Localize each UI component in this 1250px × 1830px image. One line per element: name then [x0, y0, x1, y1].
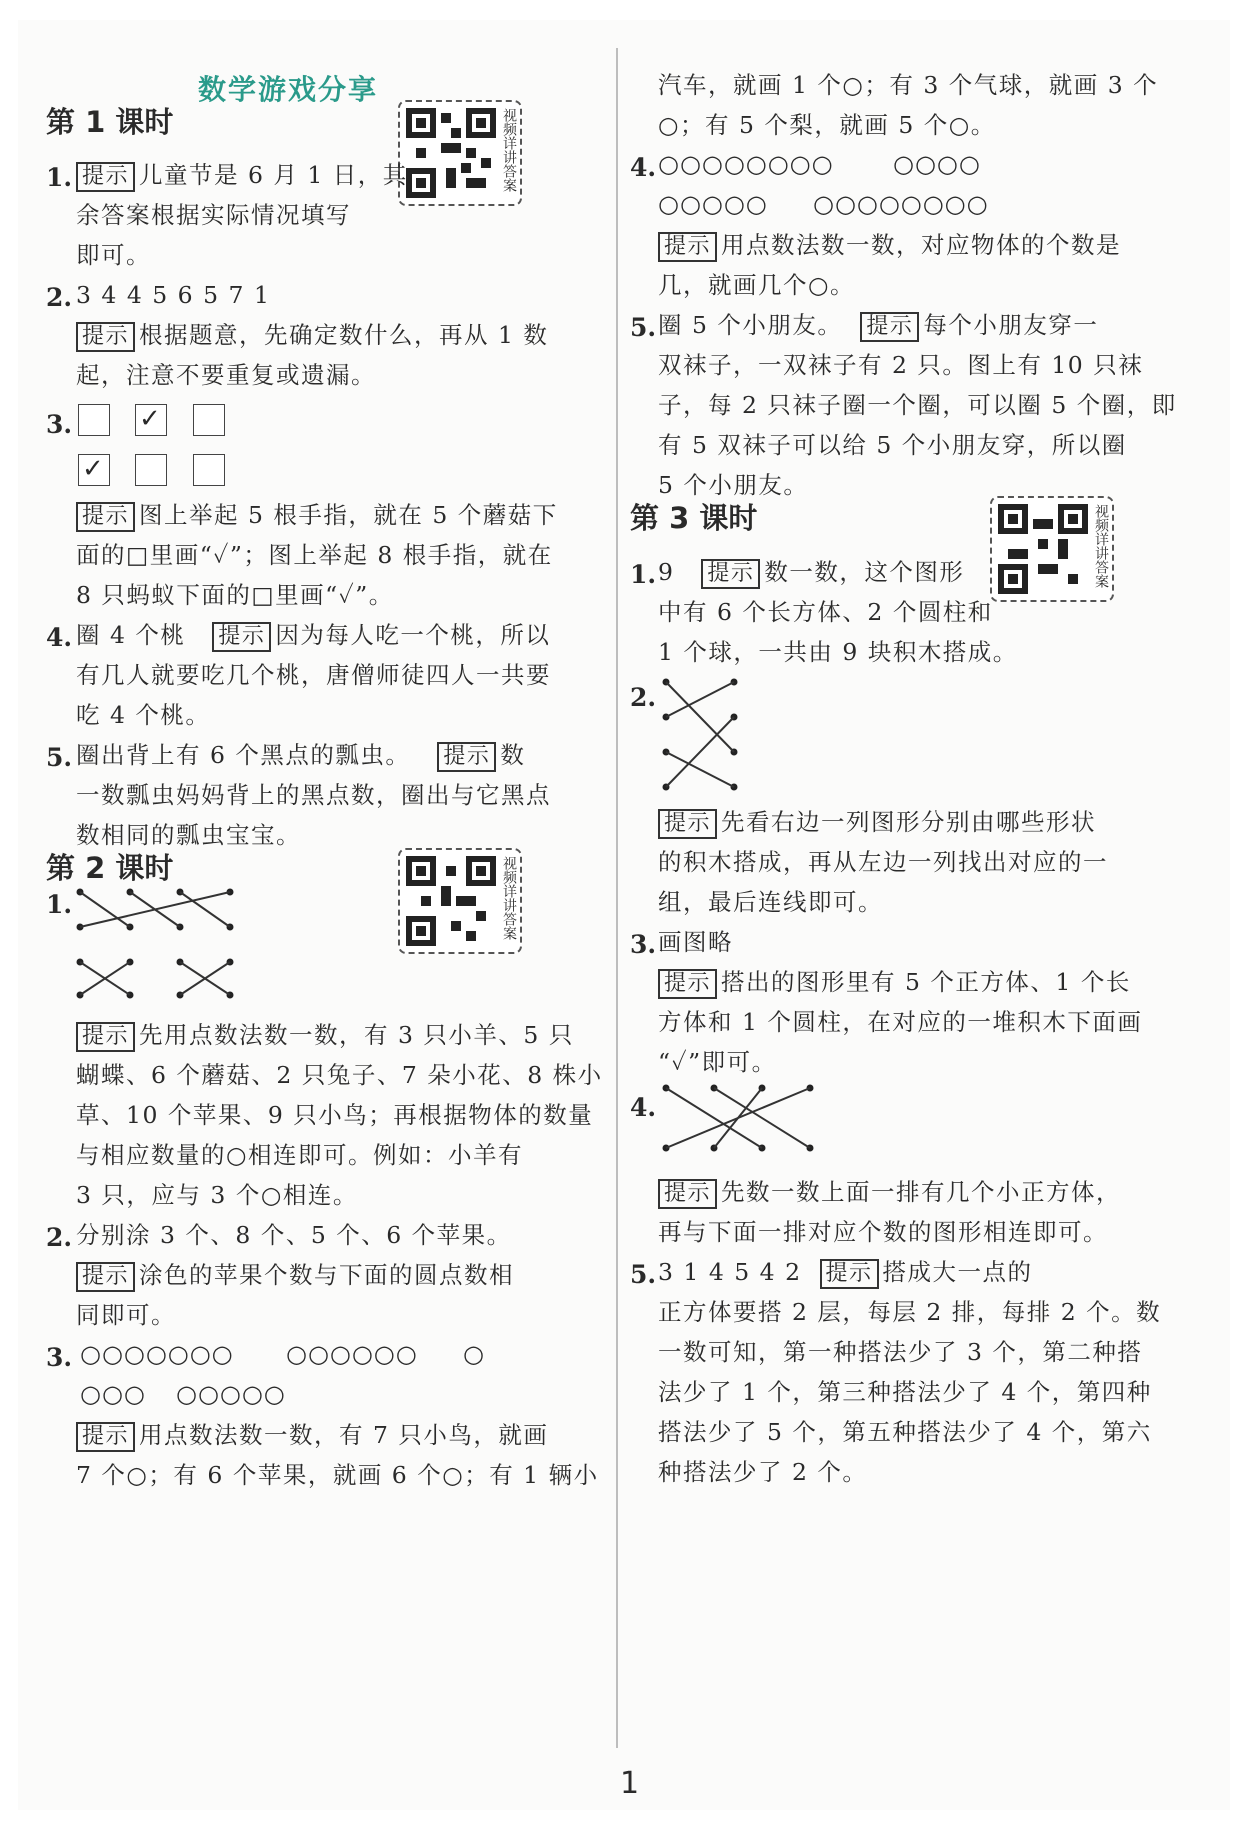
- hint-tag: 提示: [437, 742, 496, 772]
- checkbox-empty: [193, 404, 225, 436]
- answer-line: 正方体要搭 2 层，每层 2 排，每排 2 个。数: [658, 1298, 1162, 1326]
- answer-line: 画图略: [658, 928, 733, 956]
- lesson1-heading: 第 1 课时: [46, 105, 174, 139]
- checkbox-empty: [193, 454, 225, 486]
- q-number: 2.: [630, 683, 657, 712]
- answer-text: 先数一数上面一排有几个小正方体，: [721, 1178, 1122, 1206]
- answer-line: 5 个小朋友。: [658, 471, 809, 499]
- answer-line: 7 个○；有 6 个苹果，就画 6 个○；有 1 辆小: [76, 1461, 599, 1489]
- circle-row: ○○○○○○○: [80, 1340, 234, 1368]
- answer-line: 起，注意不要重复或遗漏。: [76, 361, 376, 389]
- answer-text: 数: [500, 741, 526, 769]
- answer-line: 有 5 双袜子可以给 5 个小朋友穿，所以圈: [658, 431, 1127, 459]
- q-number: 4.: [630, 1093, 657, 1122]
- answer-text: 9: [658, 558, 675, 586]
- answer-text: 因为每人吃一个桃，所以: [275, 621, 551, 649]
- answer-page: [18, 20, 1230, 1810]
- answer-line: 数相同的瓢虫宝宝。: [76, 821, 301, 849]
- answer-line: 3 只，应与 3 个○相连。: [76, 1181, 358, 1209]
- q-number: 5.: [630, 1260, 657, 1289]
- answer-text: 先用点数法数一数，有 3 只小羊、5 只: [139, 1021, 574, 1049]
- hint-tag: 提示: [820, 1259, 879, 1289]
- answer-text: 儿童节是 6 月 1 日，其: [139, 161, 408, 189]
- qr-label: 视频详讲答案: [501, 108, 517, 192]
- answer-line: 种搭法少了 2 个。: [658, 1458, 868, 1486]
- q-number: 4.: [46, 623, 73, 652]
- answer-line: 法少了 1 个，第三种搭法少了 4 个，第四种: [658, 1378, 1152, 1406]
- hint-tag: 提示: [212, 622, 271, 652]
- answer-line: 一数瓢虫妈妈背上的黑点数，圈出与它黑点: [76, 781, 551, 809]
- answer-text: 数一数，这个图形: [764, 558, 965, 586]
- answer-line: 8 只蚂蚁下面的□里画“✓”。: [76, 581, 394, 609]
- answer-line: 再与下面一排对应个数的图形相连即可。: [658, 1218, 1108, 1246]
- answer-line: [658, 807, 1096, 839]
- q-number: 2.: [46, 283, 73, 312]
- answer-line: 组，最后连线即可。: [658, 888, 883, 916]
- answer-text: 图上举起 5 根手指，就在 5 个蘑菇下: [139, 501, 558, 529]
- answer-line: [658, 1177, 1121, 1209]
- answer-text: 用点数法数一数，有 7 只小鸟，就画: [139, 1421, 549, 1449]
- circle-row: ○○○○○○: [286, 1340, 418, 1368]
- answer-text: 每个小朋友穿一: [923, 311, 1099, 339]
- circle-row: ○○○○: [893, 150, 981, 178]
- answer-numbers: 3 4 4 5 6 5 7 1: [76, 281, 271, 309]
- answer-line: ○；有 5 个梨，就画 5 个○。: [658, 111, 996, 139]
- answer-line: 一数可知，第一种搭法少了 3 个，第二种搭: [658, 1338, 1143, 1366]
- column-divider: [616, 48, 618, 1748]
- q-number: 1.: [46, 890, 73, 919]
- circle-row: ○○○○○○○○: [813, 190, 989, 218]
- answer-line: [76, 320, 548, 352]
- check-icon: ✓: [82, 454, 104, 484]
- qr-label: 视频详讲答案: [501, 856, 517, 940]
- answer-text: 先看右边一列图形分别由哪些形状: [721, 808, 1097, 836]
- qr-code-icon: [998, 504, 1088, 594]
- q-number: 1.: [630, 560, 657, 589]
- q-number: 3.: [46, 410, 73, 439]
- answer-text: 用点数法数一数，对应物体的个数是: [721, 231, 1122, 259]
- answer-line: 有几人就要吃几个桃，唐僧师徒四人一共要: [76, 661, 551, 689]
- answer-line: 的积木搭成，再从左边一列找出对应的一: [658, 848, 1108, 876]
- q-number: 5.: [46, 743, 73, 772]
- answer-line: “✓”即可。: [658, 1048, 777, 1076]
- q-number: 3.: [46, 1343, 73, 1372]
- answer-line: 方体和 1 个圆柱，在对应的一堆积木下面画: [658, 1008, 1143, 1036]
- answer-line: 草、10 个苹果、9 只小鸟；再根据物体的数量: [76, 1101, 594, 1129]
- hint-tag: 提示: [860, 312, 919, 342]
- q-number: 2.: [46, 1223, 73, 1252]
- answer-line: 即可。: [76, 241, 151, 269]
- hint-tag: 提示: [658, 969, 717, 999]
- hint-tag: 提示: [76, 1022, 135, 1052]
- answer-line: [658, 557, 964, 589]
- answer-line: 同即可。: [76, 1301, 176, 1329]
- answer-text: 涂色的苹果个数与下面的圆点数相: [139, 1261, 515, 1289]
- hint-tag: 提示: [76, 502, 135, 532]
- hint-tag: 提示: [658, 232, 717, 262]
- circle-row: ○: [463, 1340, 485, 1368]
- answer-line: [76, 1260, 514, 1292]
- answer-line: [658, 1257, 1033, 1289]
- answer-text: 根据题意，先确定数什么，再从 1 数: [139, 321, 549, 349]
- matching-lines-diagram: [658, 672, 748, 792]
- answer-line: 双袜子，一双袜子有 2 只。图上有 10 只袜: [658, 351, 1144, 379]
- answer-text: 搭出的图形里有 5 个正方体、1 个长: [721, 968, 1131, 996]
- answer-line: 吃 4 个桃。: [76, 701, 211, 729]
- answer-text: 3 1 4 5 4 2: [658, 1258, 802, 1286]
- answer-line: 搭法少了 5 个，第五种搭法少了 4 个，第六: [658, 1418, 1152, 1446]
- answer-line: [76, 160, 408, 192]
- answer-text: 圈 5 个小朋友。: [658, 311, 843, 339]
- qr-code-lesson3[interactable]: [990, 496, 1114, 602]
- page-number: 1: [620, 1766, 640, 1801]
- answer-line: 1 个球，一共由 9 块积木搭成。: [658, 638, 1018, 666]
- q-number: 5.: [630, 313, 657, 342]
- answer-text: 搭成大一点的: [882, 1258, 1033, 1286]
- circle-row: ○○○: [80, 1380, 146, 1408]
- answer-line: [76, 1420, 548, 1452]
- hint-tag: 提示: [658, 809, 717, 839]
- hint-tag: 提示: [76, 162, 135, 192]
- qr-code-icon: [406, 108, 496, 198]
- answer-line: 中有 6 个长方体、2 个圆柱和: [658, 598, 993, 626]
- answer-text: 圈 4 个桃: [76, 621, 186, 649]
- answer-text: 圈出背上有 6 个黑点的瓢虫。: [76, 741, 411, 769]
- hint-tag: 提示: [658, 1179, 717, 1209]
- checkbox-checked: [135, 404, 167, 436]
- checkbox-empty: [135, 454, 167, 486]
- answer-line: [658, 310, 1098, 342]
- circle-row: ○○○○○: [658, 190, 768, 218]
- circle-row: ○○○○○○○○: [658, 150, 834, 178]
- answer-line: 分别涂 3 个、8 个、5 个、6 个苹果。: [76, 1221, 512, 1249]
- q-number: 1.: [46, 163, 73, 192]
- answer-line: 蝴蝶、6 个蘑菇、2 只兔子、7 朵小花、8 株小: [76, 1061, 603, 1089]
- answer-line: [76, 740, 525, 772]
- matching-lines-diagram: [658, 1078, 828, 1158]
- q-number: 4.: [630, 153, 657, 182]
- qr-code-lesson2[interactable]: [398, 848, 522, 954]
- hint-tag: 提示: [76, 1262, 135, 1292]
- matching-lines-diagram: [73, 882, 243, 1002]
- qr-code-lesson1[interactable]: [398, 100, 522, 206]
- answer-line: [658, 967, 1131, 999]
- circle-row: ○○○○○: [176, 1380, 286, 1408]
- answer-line: [76, 1020, 574, 1052]
- checkbox-empty: [78, 404, 110, 436]
- lesson2-heading: 第 2 课时: [46, 851, 174, 885]
- q-number: 3.: [630, 930, 657, 959]
- qr-label: 视频详讲答案: [1093, 504, 1109, 588]
- answer-line: 余答案根据实际情况填写: [76, 201, 351, 229]
- answer-line: [76, 500, 558, 532]
- answer-line: 面的□里画“✓”；图上举起 8 根手指，就在: [76, 541, 553, 569]
- checkbox-checked: [78, 454, 110, 486]
- answer-line: 与相应数量的○相连即可。例如：小羊有: [76, 1141, 524, 1169]
- hint-tag: 提示: [76, 322, 135, 352]
- hint-tag: 提示: [76, 1422, 135, 1452]
- answer-line: [658, 230, 1121, 262]
- answer-line: [76, 620, 550, 652]
- answer-line: 汽车，就画 1 个○；有 3 个气球，就画 3 个: [658, 71, 1159, 99]
- answer-line: 子，每 2 只袜子圈一个圈，可以圈 5 个圈，即: [658, 391, 1177, 419]
- qr-code-icon: [406, 856, 496, 946]
- lesson3-heading: 第 3 课时: [630, 501, 758, 535]
- check-icon: ✓: [139, 404, 161, 434]
- hint-tag: 提示: [701, 559, 760, 589]
- answer-line: 几，就画几个○。: [658, 271, 856, 299]
- page-title: 数学游戏分享: [198, 73, 379, 106]
